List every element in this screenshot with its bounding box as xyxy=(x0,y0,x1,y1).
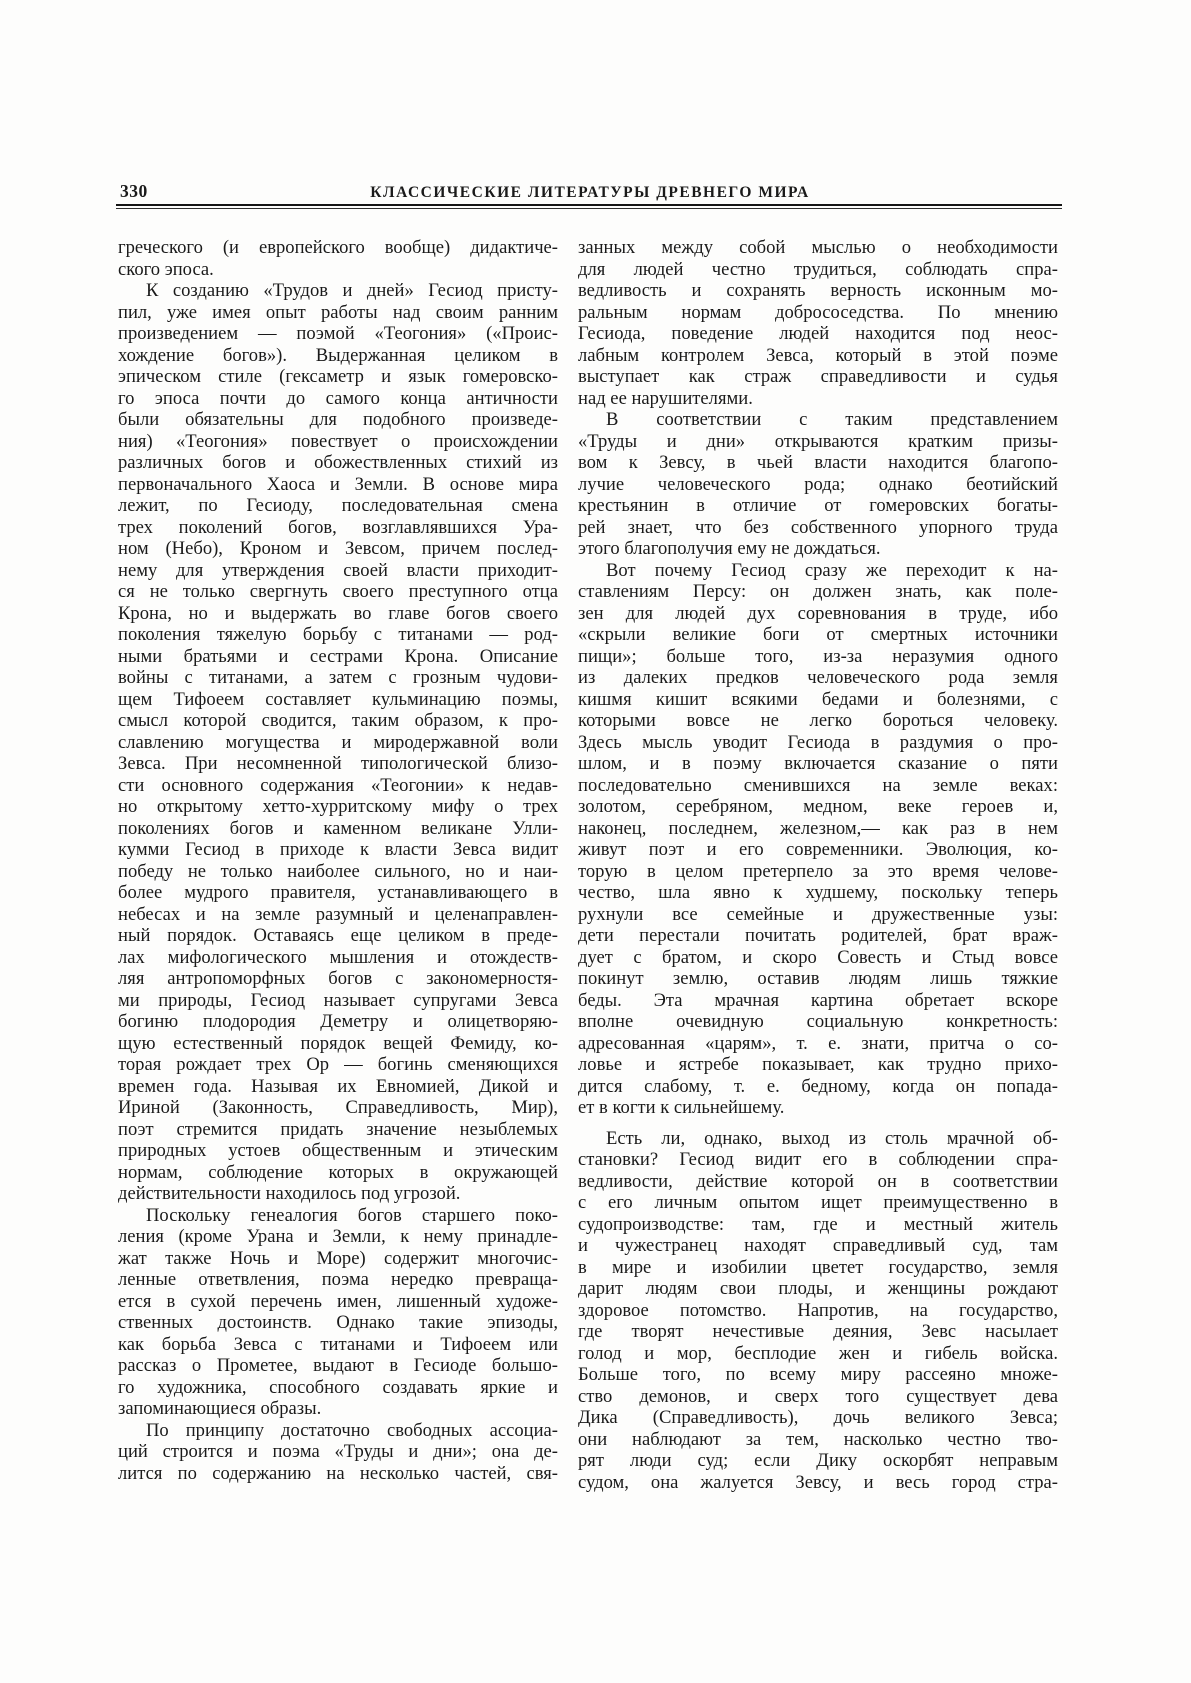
text-line: зен для людей дух соревнования в труде, ибо xyxy=(578,602,1058,624)
text-line: лабным контролем Зевса, который в этой поэме xyxy=(578,344,1058,366)
text-line: кишмя кишит всякими бедами и болезнями, с xyxy=(578,688,1058,710)
text-line: поколения тяжелую борьбу с титанами — род- xyxy=(118,624,558,645)
page-number: 330 xyxy=(120,181,148,201)
text-line: ленные ответвления, поэма нередко превраща- xyxy=(118,1269,558,1290)
text-line: ство демонов, и сверх того существует дева xyxy=(578,1385,1058,1407)
header-rule xyxy=(116,204,1062,209)
text-line: чество, шла явно к худшему, поскольку теперь xyxy=(578,882,1058,903)
text-line: ставлениям Персу: он должен знать, как поле- xyxy=(578,581,1058,602)
text-line: дети перестали почитать родителей, брат враж- xyxy=(578,925,1058,946)
text-line: трех поколений богов, возглавлявшихся Ура- xyxy=(118,516,558,538)
text-line: первоначального Хаоса и Земли. В основе мира xyxy=(118,473,558,495)
text-line: становки? Гесиод видит его в соблюдении спра- xyxy=(578,1149,1058,1170)
text-line: Больше того, по всему миру рассеяно множе- xyxy=(578,1364,1058,1385)
text-line: ляя антропоморфных богов с закономерностя- xyxy=(118,968,558,989)
text-line: рят люди суд; если Дику оскорбят неправым xyxy=(578,1450,1058,1471)
text-line: торая рождает трех Ор — богинь сменяющихся xyxy=(118,1054,558,1075)
text-line: го художника, способного создавать яркие и xyxy=(118,1376,558,1398)
text-line: для людей честно трудиться, соблюдать спра- xyxy=(578,258,1058,280)
text-line: жат также Ночь и Море) содержит многочис- xyxy=(118,1247,558,1269)
text-line: судом, она жалуется Зевсу, и весь город стра- xyxy=(578,1471,1058,1493)
paragraph xyxy=(578,1128,1058,1494)
text-line: живут поэт и его современники. Эволюция, ко- xyxy=(578,839,1058,860)
text-line: лежит, по Гесиоду, последовательная смена xyxy=(118,495,558,516)
text-line: здоровое потомство. Напротив, на государство, xyxy=(578,1299,1058,1321)
text-line: покинут землю, оставив людям лишь тяжкие xyxy=(578,968,1058,989)
text-line: ми природы, Гесиод называет супругами Зевса xyxy=(118,989,558,1011)
text-line: К созданию «Трудов и дней» Гесиод присту- xyxy=(146,280,558,301)
paragraph xyxy=(118,1420,558,1485)
text-line: щую естественный порядок вещей Фемиду, ко- xyxy=(118,1032,558,1054)
text-line: наконец, последнем, железном,— как раз в нем xyxy=(578,817,1058,839)
text-line: крестьянин в отличие от гомеровских богаты- xyxy=(578,495,1058,516)
text-line: рей знает, что без собственного упорного труда xyxy=(578,516,1058,538)
text-line: с его личным опытом ищет преимущественно в xyxy=(578,1192,1058,1213)
text-line: пищи»; больше того, из-за неразумия одного xyxy=(578,645,1058,667)
paragraph xyxy=(118,280,558,1205)
text-line: вполне очевидную социальную конкретность: xyxy=(578,1011,1058,1032)
text-line: небесах и на земле разумный и целенаправлен- xyxy=(118,903,558,925)
text-line: голод и мор, бесплодие жен и гибель войска. xyxy=(578,1342,1058,1364)
text-line: ведливость и сохранять верность исконным мо- xyxy=(578,280,1058,301)
text-line: Зевса. При несомненной типологической близо- xyxy=(118,753,558,774)
text-line: нему для утверждения своей власти приходит- xyxy=(118,559,558,581)
text-line: рухнули все семейные и дружественные узы: xyxy=(578,903,1058,925)
text-line: лах мифологического мышления и отождеств- xyxy=(118,946,558,968)
text-line: ся не только свергнуть своего преступного отца xyxy=(118,581,558,602)
text-line: Крона, но и выдержать во главе богов своего xyxy=(118,602,558,624)
text-line: последовательно сменившихся на земле веках: xyxy=(578,774,1058,796)
text-line: ловье и ястребе показывает, как трудно прихо- xyxy=(578,1054,1058,1075)
text-line: Гесиода, поведение людей находится под неос- xyxy=(578,323,1058,344)
text-line: ется в сухой перечень имен, лишенный художе- xyxy=(118,1290,558,1312)
text-line: из далеких предков человеческого рода земля xyxy=(578,667,1058,688)
text-line: Вот почему Гесиод сразу же переходит к на- xyxy=(606,559,1058,581)
text-line: как борьба Зевса с титанами и Тифоеем или xyxy=(118,1333,558,1355)
paragraph xyxy=(118,237,558,280)
text-line: беды. Эта мрачная картина обретает вскоре xyxy=(578,989,1058,1011)
text-line: Дика (Справедливость), дочь великого Зевса; xyxy=(578,1407,1058,1428)
text-line: сти основного содержания «Теогонии» к недав- xyxy=(118,774,558,796)
text-line: Здесь мысль уводит Гесиода в раздумия о про- xyxy=(578,731,1058,753)
paragraph xyxy=(578,237,1058,409)
text-line: поколениях богов и каменном великане Улли- xyxy=(118,817,558,839)
text-line: дует с братом, и скоро Совесть и Стыд вовсе xyxy=(578,946,1058,968)
text-line: кумми Гесиод в приходе к власти Зевса видит xyxy=(118,839,558,860)
right-column xyxy=(578,237,1058,1493)
text-line: этого благополучия ему не дождаться. xyxy=(578,538,881,559)
text-line: различных богов и обожествленных стихий из xyxy=(118,452,558,473)
text-line: ральным нормам добрососедства. По мнению xyxy=(578,301,1058,323)
text-line: которыми вовсе не легко бороться человеку. xyxy=(578,710,1058,731)
text-line: дарит людям свои плоды, и женщины рождают xyxy=(578,1278,1058,1299)
text-line: но открытому хетто-хурритскому мифу о трех xyxy=(118,796,558,817)
text-line: победу не только наиболее сильного, но и наи- xyxy=(118,860,558,882)
text-line: рассказ о Прометее, выдают в Гесиоде большо- xyxy=(118,1355,558,1376)
text-line: над ее нарушителями. xyxy=(578,387,753,409)
text-line: они наблюдают за тем, насколько честно тво- xyxy=(578,1428,1058,1450)
text-line: ций строится и поэма «Труды и дни»; она де- xyxy=(118,1441,558,1462)
text-line: ном (Небо), Кроном и Зевсом, причем послед- xyxy=(118,538,558,559)
text-line: поэт стремится придать значение незыблемых xyxy=(118,1118,558,1140)
left-column xyxy=(118,237,558,1484)
paragraph xyxy=(578,560,1058,1119)
text-line: ный порядок. Оставаясь еще целиком в преде- xyxy=(118,925,558,946)
text-line: запоминающиеся образы. xyxy=(118,1398,322,1419)
paragraph xyxy=(578,409,1058,560)
text-line: были обязательны для подобного произведе- xyxy=(118,409,558,430)
text-line: лучие человеческого рода; однако беотийский xyxy=(578,473,1058,495)
text-line: пил, уже имея опыт работы над своим ранним xyxy=(118,301,558,323)
text-line: «Труды и дни» открываются кратким призы- xyxy=(578,430,1058,452)
text-line: Есть ли, однако, выход из столь мрачной об- xyxy=(606,1127,1058,1149)
text-line: действительности находилось под угрозой. xyxy=(118,1183,461,1204)
text-line: Ириной (Законность, Справедливость, Мир), xyxy=(118,1097,558,1118)
text-line: времен года. Называя их Евномией, Дикой и xyxy=(118,1075,558,1097)
text-line: судопроизводстве: там, где и местный житель xyxy=(578,1213,1058,1235)
text-line: го эпоса почти до самого конца античности xyxy=(118,387,558,409)
text-line: греческого (и европейского вообще) дидактиче- xyxy=(118,237,558,258)
text-line: ского эпоса. xyxy=(118,258,214,280)
text-line: природных устоев общественным и этическим xyxy=(118,1140,558,1161)
text-line: нормам, соблюдение которых в окружающей xyxy=(118,1161,558,1183)
text-line: эпическом стиле (гексаметр и язык гомеровско- xyxy=(118,366,558,387)
text-line: хождение богов»). Выдержанная целиком в xyxy=(118,344,558,366)
text-line: адресованная «царям», т. е. знати, притча о со- xyxy=(578,1032,1058,1054)
text-line: золотом, серебряном, медном, веке героев и, xyxy=(578,796,1058,817)
text-line: войны с титанами, а затем с грозным чудови- xyxy=(118,667,558,688)
text-line: В соответствии с таким представлением xyxy=(606,409,1058,430)
text-line: По принципу достаточно свободных ассоциа- xyxy=(146,1419,558,1441)
text-line: торую в целом претерпело за это время челове- xyxy=(578,860,1058,882)
text-line: в мире и изобилии цветет государство, земля xyxy=(578,1256,1058,1278)
text-line: Поскольку генеалогия богов старшего поко- xyxy=(146,1204,558,1226)
text-line: шлом, и в поэму включается сказание о пяти xyxy=(578,753,1058,774)
text-line: занных между собой мыслью о необходимости xyxy=(578,237,1058,258)
text-line: богиню плодородия Деметру и олицетворяю- xyxy=(118,1011,558,1032)
text-line: дится слабому, т. е. бедному, когда он попада- xyxy=(578,1075,1058,1097)
text-line: ведливости, действие которой он в соответствии xyxy=(578,1170,1058,1192)
text-line: и чужестранец находят справедливый суд, там xyxy=(578,1235,1058,1256)
text-line: ет в когти к сильнейшему. xyxy=(578,1097,785,1118)
text-line: более мудрого правителя, устанавливающего в xyxy=(118,882,558,903)
text-line: где творят нечестивые деяния, Зевс насылает xyxy=(578,1321,1058,1342)
text-line: ственных достоинств. Однако такие эпизоды, xyxy=(118,1312,558,1333)
text-line: произведением — поэмой «Теогония» («Проис- xyxy=(118,323,558,344)
text-line: ными братьями и сестрами Крона. Описание xyxy=(118,645,558,667)
text-line: ления (кроме Урана и Земли, к нему принадле- xyxy=(118,1226,558,1247)
text-line: ния) «Теогония» повествует о происхождении xyxy=(118,430,558,452)
text-line: смысл которой сводится, таким образом, к про- xyxy=(118,710,558,731)
text-line: вом к Зевсу, в чьей власти находится благопо- xyxy=(578,452,1058,473)
text-line: выступает как страж справедливости и судья xyxy=(578,366,1058,387)
running-title: КЛАССИЧЕСКИЕ ЛИТЕРАТУРЫ ДРЕВНЕГО МИРА xyxy=(370,184,810,201)
text-line: славлению могущества и миродержавной воли xyxy=(118,731,558,753)
text-line: лится по содержанию на несколько частей, свя- xyxy=(118,1462,558,1484)
text-line: щем Тифоеем составляет кульминацию поэмы, xyxy=(118,688,558,710)
paragraph xyxy=(118,1205,558,1420)
text-line: «скрыли великие боги от смертных источники xyxy=(578,624,1058,645)
